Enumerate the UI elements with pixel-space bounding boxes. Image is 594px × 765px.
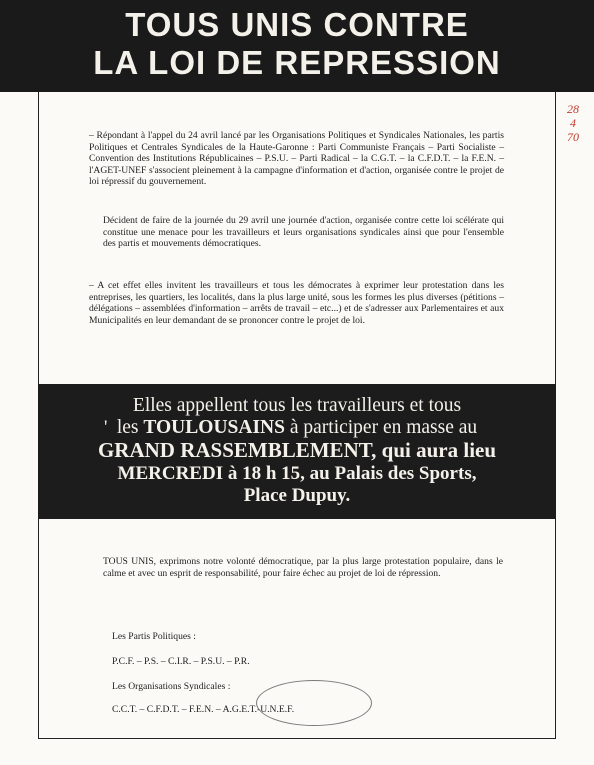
- title-line-1: TOUS UNIS CONTRE: [125, 6, 469, 43]
- banner-toulousains: TOULOUSAINS: [143, 417, 285, 438]
- banner-line-2-post: à participer en masse au: [284, 417, 478, 438]
- paragraph-closing: TOUS UNIS, exprimons notre volonté démocratique, par la plus large protestation populaire, dans le calme et avec un esprit de responsabilité, pour faire échec au projet de loi de répression.: [103, 556, 503, 579]
- banner-line-2-pre: les: [116, 417, 144, 438]
- parties-list: P.C.F. – P.S. – C.I.R. – P.S.U. – P.R.: [112, 656, 250, 667]
- left-border: [38, 92, 39, 384]
- banner-line-1: Elles appellent tous les travailleurs et tous: [132, 395, 462, 416]
- right-border: [555, 92, 556, 384]
- banner-line-3: GRAND RASSEMBLEMENT, qui aura lieu: [97, 438, 497, 462]
- pencil-circle-mark: [256, 680, 372, 726]
- right-border-lower: [555, 519, 556, 739]
- banner-quote-mark: ': [104, 417, 108, 438]
- unions-list: C.C.T. – C.F.D.T. – F.E.N. – A.G.E.T.-U.N.E.F.: [112, 704, 295, 715]
- banner-line-5: Place Dupuy.: [243, 485, 351, 506]
- paragraph-invitation: – A cet effet elles invitent les travailleurs et tous les démocrates à exprimer leur protestation dans les entreprises, les quartiers, les localités, dans la plus large unité, sous les formes les plus diverses (pétitions – délégations – assemblées d'information – arrêts de travail – etc...) et de s'adresser aux Parlementaires et aux Municipalités en leur demandant de se prononcer contre le projet de loi.: [89, 280, 504, 326]
- paragraph-appeal: – Répondant à l'appel du 24 avril lancé par les Organisations Politiques et Syndicales Nationales, les partis Politiques et Centrales Syndicales de la Haute-Garonne : Parti Communiste Français – Parti Socialiste – Convention des Institutions Républicaines – P.S.U. – Parti Radical – la C.G.T. – la C.F.D.T. – la F.E.N. – l'AGET-UNEF s'associent pleinement à la campagne d'information et d'action, organisée contre le projet de loi répressif du gouvernement.: [89, 130, 504, 188]
- rally-banner: [38, 384, 556, 519]
- banner-line-4: MERCREDI à 18 h 15, au Palais des Sports,: [117, 463, 477, 484]
- title-line-2: LA LOI DE REPRESSION: [93, 44, 501, 81]
- left-border-lower: [38, 519, 39, 739]
- parties-label: Les Partis Politiques :: [112, 631, 196, 642]
- unions-label: Les Organisations Syndicales :: [112, 681, 231, 692]
- banner-line-2: [38, 417, 556, 439]
- bottom-border: [38, 738, 556, 739]
- handwritten-date: 28 4 70: [567, 102, 579, 144]
- paragraph-action-day: Décident de faire de la journée du 29 avril une journée d'action, organisée contre cette loi scélérate qui constitue une menace pour les travailleurs et leurs organisations syndicales ainsi que pour l'ensemble des partis et mouvements démocratiques.: [103, 215, 504, 250]
- title-banner: [0, 0, 594, 92]
